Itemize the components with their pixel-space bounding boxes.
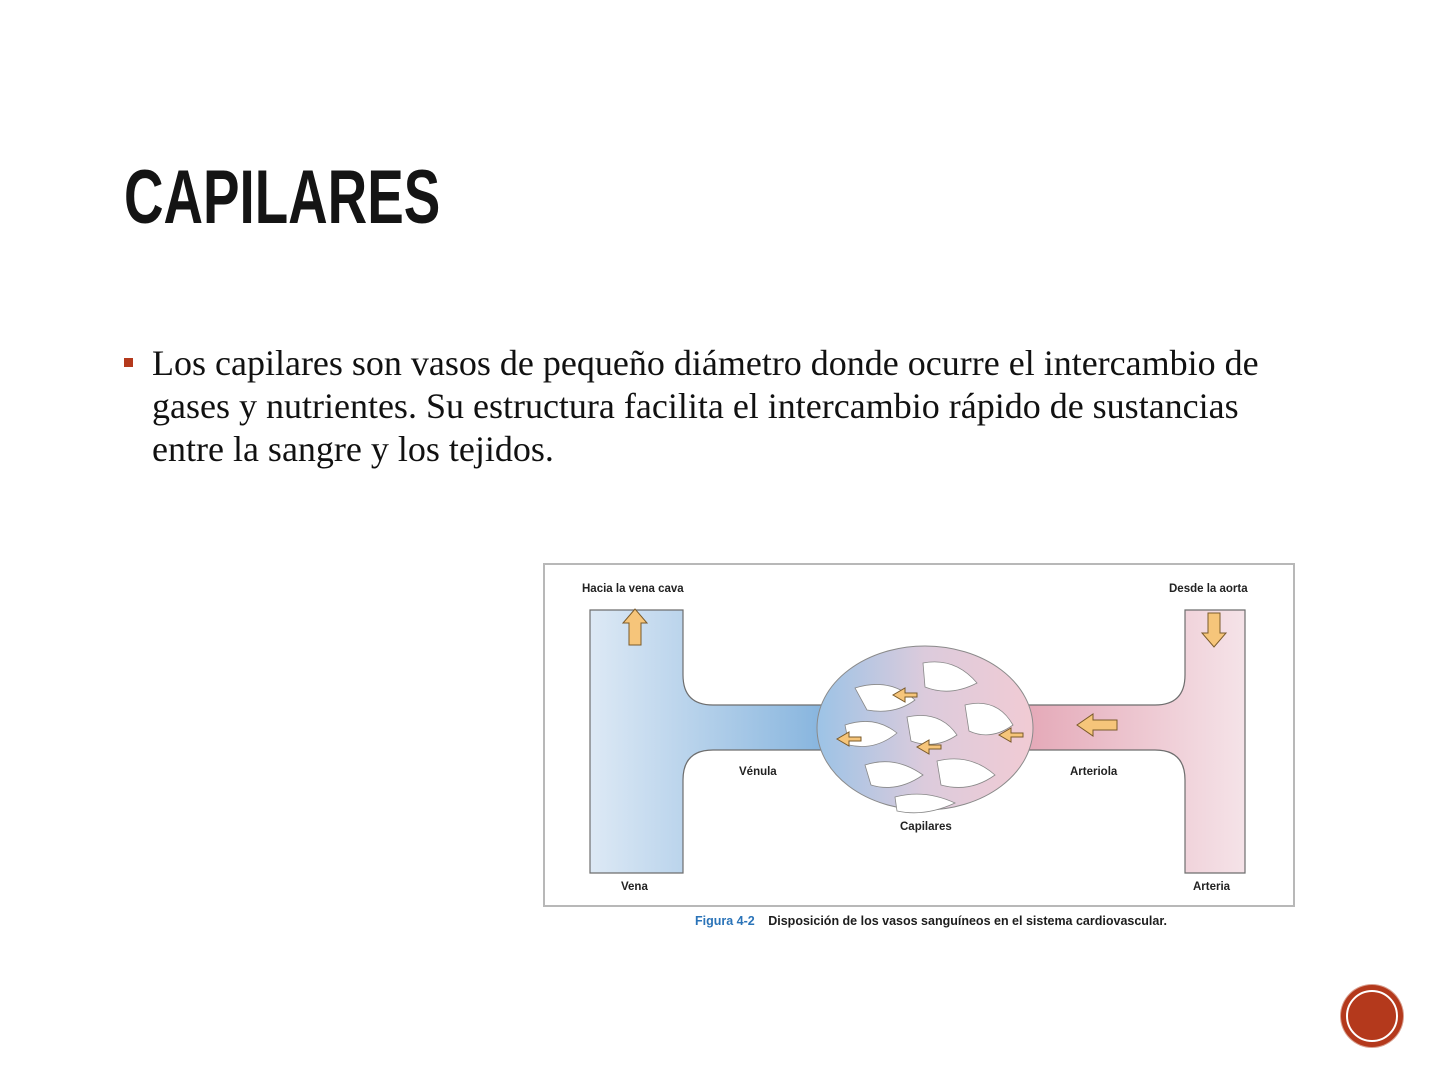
vein-vessel bbox=[590, 610, 845, 873]
label-desde-aorta: Desde la aorta bbox=[1169, 583, 1248, 595]
circle-nav-icon[interactable] bbox=[1341, 985, 1403, 1047]
figure-caption-text: Disposición de los vasos sanguíneos en el sistema cardiovascular. bbox=[768, 914, 1168, 928]
label-capilares: Capilares bbox=[900, 821, 952, 833]
slide-title: CAPILARES bbox=[124, 155, 441, 240]
label-venula: Vénula bbox=[739, 766, 777, 778]
bullet-text: Los capilares son vasos de pequeño diámetro donde ocurre el intercambio de gases y nutrientes. Su estructura facilita el intercambio rápido de sustancias entre la sangre y los tejidos. bbox=[152, 343, 1259, 469]
vascular-diagram-svg bbox=[545, 565, 1293, 905]
capillary-bed bbox=[817, 646, 1033, 813]
label-arteriola: Arteriola bbox=[1070, 766, 1118, 778]
artery-vessel bbox=[1005, 610, 1245, 873]
vascular-diagram bbox=[543, 563, 1295, 907]
square-bullet-icon bbox=[124, 358, 133, 367]
label-vena: Vena bbox=[621, 881, 648, 893]
label-hacia-vena-cava: Hacia la vena cava bbox=[582, 583, 684, 595]
nav-ring bbox=[1346, 990, 1398, 1042]
figure-number: Figura 4-2 bbox=[695, 914, 755, 928]
label-arteria: Arteria bbox=[1193, 881, 1231, 893]
figure-caption bbox=[695, 914, 1295, 928]
bullet-item bbox=[124, 342, 1304, 471]
